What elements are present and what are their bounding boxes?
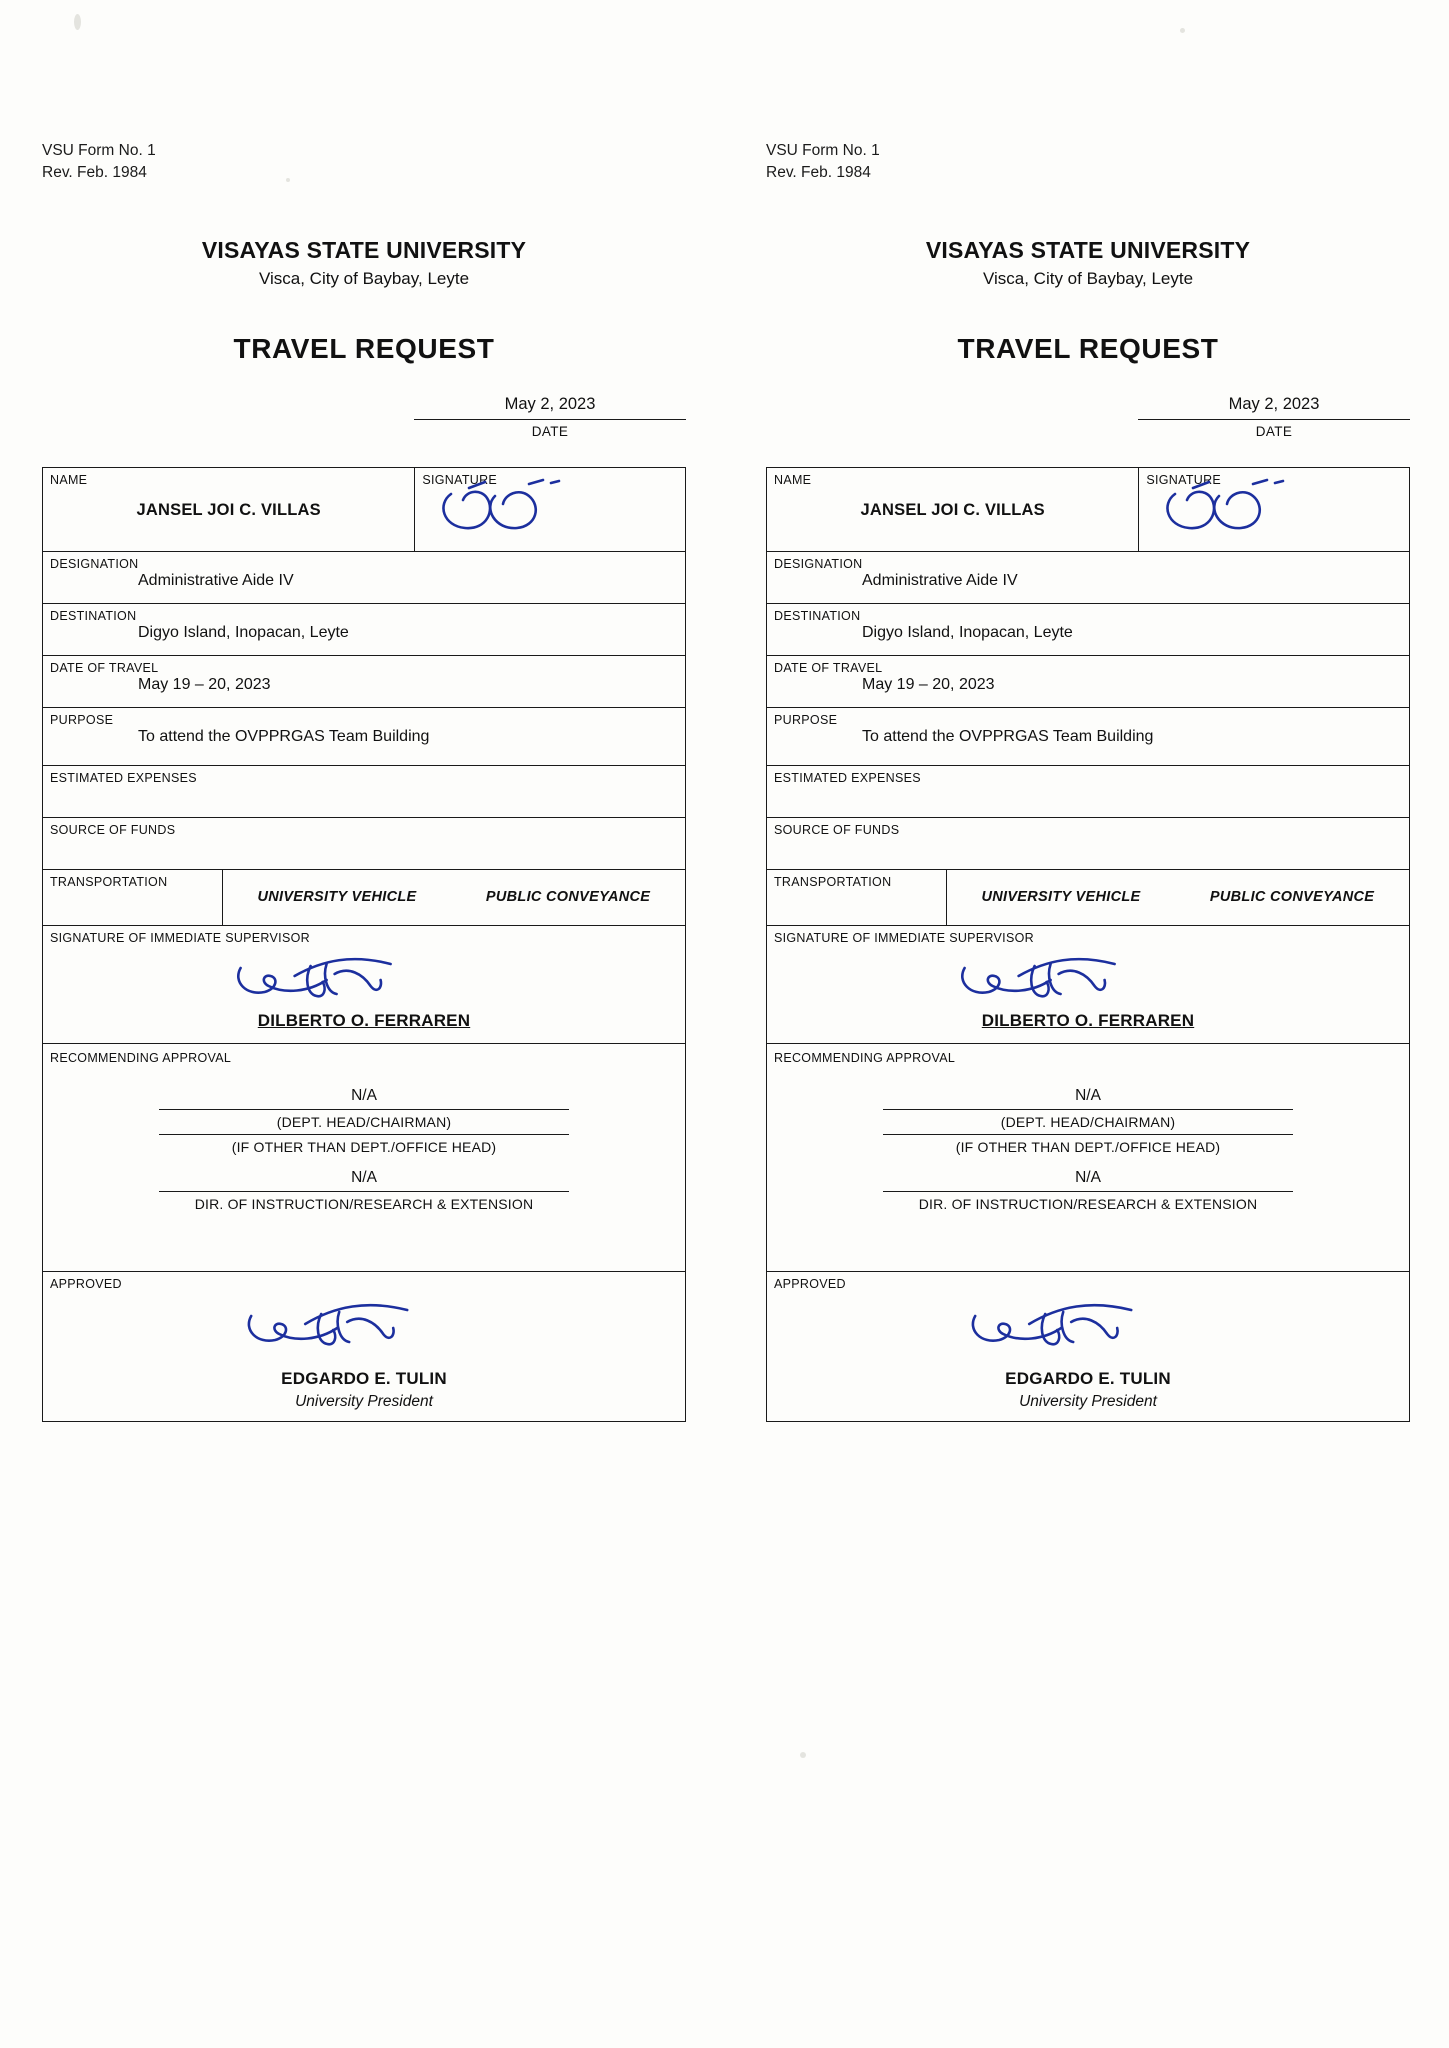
- cell-name: [43, 468, 415, 551]
- row-date-of-travel: [767, 656, 1409, 708]
- purpose-label: PURPOSE: [774, 712, 838, 727]
- name-value: JANSEL JOI C. VILLAS: [136, 500, 321, 519]
- designation-label: DESIGNATION: [774, 556, 863, 571]
- supervisor-label: SIGNATURE OF IMMEDIATE SUPERVISOR: [774, 930, 1034, 945]
- recommending-value-dept-head: N/A: [351, 1086, 377, 1104]
- transportation-options: [223, 870, 685, 925]
- transportation-options: [947, 870, 1409, 925]
- recommending-value-director: N/A: [1075, 1168, 1101, 1186]
- row-destination: [767, 604, 1409, 656]
- university-address: Visca, City of Baybay, Leyte: [982, 268, 1194, 288]
- scan-speck: [1180, 28, 1185, 33]
- designation-value: Administrative Aide IV: [138, 571, 294, 589]
- scan-speck: [800, 1752, 806, 1758]
- row-designation: [767, 552, 1409, 604]
- destination-label: DESTINATION: [50, 608, 137, 623]
- recommending-caption-other-head: (IF OTHER THAN DEPT./OFFICE HEAD): [955, 1138, 1221, 1155]
- university-header: [766, 237, 1410, 289]
- row-name: [767, 468, 1409, 552]
- cell-signature: [1139, 468, 1409, 551]
- name-label: NAME: [774, 472, 812, 487]
- purpose-label: PURPOSE: [50, 712, 114, 727]
- form-number-block: [42, 140, 686, 185]
- transportation-option-university-vehicle[interactable]: UNIVERSITY VEHICLE: [981, 889, 1141, 906]
- row-source-of-funds: [767, 818, 1409, 870]
- form-revision: Rev. Feb. 1984: [42, 164, 147, 182]
- date-row: [766, 395, 1410, 439]
- date-row: [42, 395, 686, 439]
- row-estimated-expenses: [767, 766, 1409, 818]
- transportation-label: TRANSPORTATION: [774, 874, 892, 889]
- row-supervisor-signature: [767, 926, 1409, 1044]
- row-destination: [43, 604, 685, 656]
- university-name: VISAYAS STATE UNIVERSITY: [201, 236, 527, 263]
- supervisor-signature-ink: [231, 948, 461, 1010]
- signature-label: SIGNATURE: [1146, 472, 1222, 487]
- row-date-of-travel: [43, 656, 685, 708]
- recommending-value-director: N/A: [351, 1168, 377, 1186]
- row-approved: [43, 1272, 685, 1422]
- scan-speck: [74, 14, 81, 30]
- destination-value: Digyo Island, Inopacan, Leyte: [138, 623, 349, 641]
- row-supervisor-signature: [43, 926, 685, 1044]
- supervisor-name: DILBERTO O. FERRAREN: [981, 1010, 1195, 1030]
- recommending-caption-director: DIR. OF INSTRUCTION/RESEARCH & EXTENSION: [918, 1195, 1258, 1212]
- row-source-of-funds: [43, 818, 685, 870]
- row-transportation: [767, 870, 1409, 926]
- approver-title: University President: [1019, 1392, 1157, 1410]
- row-name: [43, 468, 685, 552]
- designation-value: Administrative Aide IV: [862, 571, 1018, 589]
- university-name: VISAYAS STATE UNIVERSITY: [925, 236, 1251, 263]
- row-designation: [43, 552, 685, 604]
- form-number-block: [766, 140, 1410, 185]
- supervisor-name: DILBERTO O. FERRAREN: [257, 1010, 471, 1030]
- recommending-approval-label: RECOMMENDING APPROVAL: [774, 1050, 956, 1065]
- estimated-expenses-value: [43, 785, 685, 792]
- source-of-funds-value: [43, 837, 685, 844]
- form-number: VSU Form No. 1: [42, 142, 156, 159]
- supervisor-signature-ink: [955, 948, 1185, 1010]
- document-title: TRAVEL REQUEST: [233, 332, 495, 364]
- date-of-travel-value: May 19 – 20, 2023: [138, 675, 271, 693]
- recommending-rule-1: [883, 1109, 1294, 1110]
- transportation-option-public-conveyance[interactable]: PUBLIC CONVEYANCE: [1209, 889, 1375, 906]
- cell-signature: [415, 468, 685, 551]
- approved-label: APPROVED: [50, 1276, 122, 1291]
- form-revision: Rev. Feb. 1984: [766, 164, 871, 182]
- row-approved: [767, 1272, 1409, 1422]
- date-of-travel-label: DATE OF TRAVEL: [774, 660, 883, 675]
- estimated-expenses-value: [767, 785, 1409, 792]
- signature-label: SIGNATURE: [422, 472, 498, 487]
- travel-request-table: [42, 467, 686, 1422]
- approver-signature-ink: [239, 1294, 479, 1356]
- row-purpose: [767, 708, 1409, 766]
- transportation-label: TRANSPORTATION: [50, 874, 168, 889]
- source-of-funds-label: SOURCE OF FUNDS: [774, 822, 900, 837]
- row-purpose: [43, 708, 685, 766]
- transportation-option-university-vehicle[interactable]: UNIVERSITY VEHICLE: [257, 889, 417, 906]
- date-of-travel-value: May 19 – 20, 2023: [862, 675, 995, 693]
- recommending-value-dept-head: N/A: [1075, 1086, 1101, 1104]
- estimated-expenses-label: ESTIMATED EXPENSES: [774, 770, 921, 785]
- date-value: May 2, 2023: [504, 394, 596, 413]
- transportation-label-cell: [43, 870, 223, 925]
- recommending-rule-2: [883, 1134, 1294, 1135]
- approver-name: EDGARDO E. TULIN: [281, 1368, 447, 1388]
- destination-label: DESTINATION: [774, 608, 861, 623]
- source-of-funds-value: [767, 837, 1409, 844]
- travel-request-forms: [0, 140, 1449, 1422]
- date-rule: [1138, 419, 1410, 420]
- travel-request-form-copy-2: [724, 140, 1448, 1422]
- name-value: JANSEL JOI C. VILLAS: [860, 500, 1045, 519]
- date-label: DATE: [531, 423, 569, 439]
- recommending-approval-label: RECOMMENDING APPROVAL: [50, 1050, 232, 1065]
- university-header: [42, 237, 686, 289]
- purpose-value: To attend the OVPPRGAS Team Building: [138, 727, 430, 745]
- recommending-rule-2: [159, 1134, 570, 1135]
- recommending-rule-3: [159, 1191, 570, 1192]
- approver-signature-ink: [963, 1294, 1203, 1356]
- recommending-caption-dept-head: (DEPT. HEAD/CHAIRMAN): [276, 1113, 452, 1130]
- date-of-travel-label: DATE OF TRAVEL: [50, 660, 159, 675]
- transportation-option-public-conveyance[interactable]: PUBLIC CONVEYANCE: [485, 889, 651, 906]
- date-rule: [414, 419, 686, 420]
- recommending-caption-dept-head: (DEPT. HEAD/CHAIRMAN): [1000, 1113, 1176, 1130]
- approver-title: University President: [295, 1392, 433, 1410]
- row-recommending-approval: [767, 1044, 1409, 1272]
- name-label: NAME: [50, 472, 88, 487]
- date-label: DATE: [1255, 423, 1293, 439]
- row-estimated-expenses: [43, 766, 685, 818]
- document-title: TRAVEL REQUEST: [957, 332, 1219, 364]
- designation-label: DESIGNATION: [50, 556, 139, 571]
- transportation-label-cell: [767, 870, 947, 925]
- date-value: May 2, 2023: [1228, 394, 1320, 413]
- recommending-caption-other-head: (IF OTHER THAN DEPT./OFFICE HEAD): [231, 1138, 497, 1155]
- approved-label: APPROVED: [774, 1276, 846, 1291]
- travel-request-form-copy-1: [0, 140, 724, 1422]
- supervisor-label: SIGNATURE OF IMMEDIATE SUPERVISOR: [50, 930, 310, 945]
- row-recommending-approval: [43, 1044, 685, 1272]
- recommending-rule-3: [883, 1191, 1294, 1192]
- university-address: Visca, City of Baybay, Leyte: [258, 268, 470, 288]
- recommending-caption-director: DIR. OF INSTRUCTION/RESEARCH & EXTENSION: [194, 1195, 534, 1212]
- form-number: VSU Form No. 1: [766, 142, 880, 159]
- cell-name: [767, 468, 1139, 551]
- purpose-value: To attend the OVPPRGAS Team Building: [862, 727, 1154, 745]
- approver-name: EDGARDO E. TULIN: [1005, 1368, 1171, 1388]
- row-transportation: [43, 870, 685, 926]
- estimated-expenses-label: ESTIMATED EXPENSES: [50, 770, 197, 785]
- recommending-rule-1: [159, 1109, 570, 1110]
- travel-request-table: [766, 467, 1410, 1422]
- destination-value: Digyo Island, Inopacan, Leyte: [862, 623, 1073, 641]
- source-of-funds-label: SOURCE OF FUNDS: [50, 822, 176, 837]
